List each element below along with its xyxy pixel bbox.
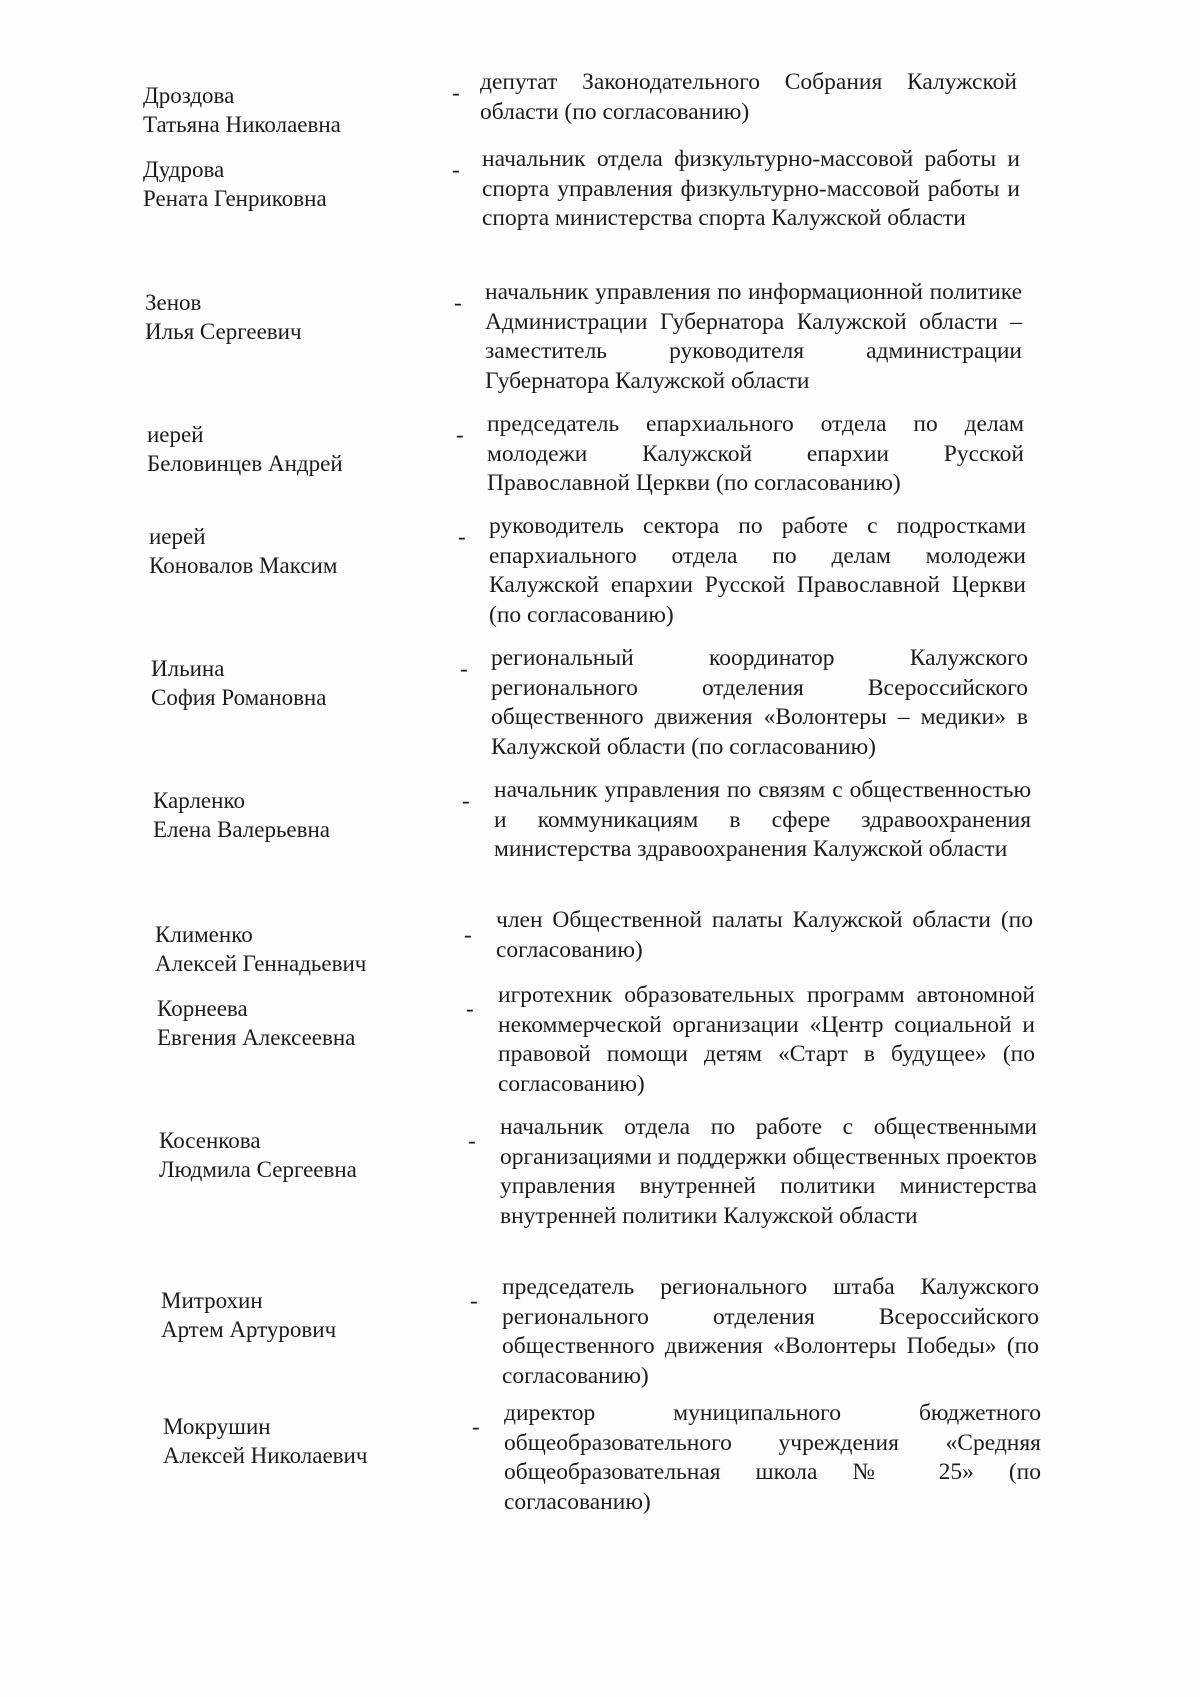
member-role: председатель епархиального отдела по делам молодежи Калужской епархии Русской Православной Церкви (по согласованию) xyxy=(487,411,1024,496)
member-role: начальник отдела физкультурно-массовой работы и спорта управления физкультурно-массовой работы и спорта министерства спорта Калужской области xyxy=(482,146,1020,231)
member-name xyxy=(143,155,473,213)
member-name xyxy=(145,288,475,346)
member-given-name: Коновалов Максим xyxy=(149,553,338,578)
member-given-name: Евгения Алексеевна xyxy=(157,1025,356,1050)
member-role: депутат Законодательного Собрания Калужской области (по согласованию) xyxy=(480,69,1017,125)
separator-dash: - xyxy=(456,422,464,447)
member-role: руководитель сектора по работе с подростками епархиального отдела по делам молодежи Калужской епархии Русской Православной Церкви (по согласованию) xyxy=(489,513,1026,628)
member-given-name: Алексей Геннадьевич xyxy=(155,951,367,976)
member-role: директор муниципального бюджетного общеобразовательного учреждения «Средняя общеобразовательная школа № 25» (по согласованию) xyxy=(504,1400,1041,1515)
member-surname: Зенов xyxy=(145,290,202,315)
member-name xyxy=(143,81,473,139)
member-name xyxy=(155,920,485,978)
member-role: начальник отдела по работе с общественными организациями и поддержки общественных проектов управления внутренней политики министерства внутренней политики Калужской области xyxy=(500,1114,1037,1229)
member-given-name: София Романовна xyxy=(151,685,327,710)
separator-dash: - xyxy=(452,80,460,105)
separator-dash: - xyxy=(468,1128,476,1153)
member-surname: Карленко xyxy=(153,788,245,813)
member-given-name: Алексей Николаевич xyxy=(163,1443,368,1468)
member-surname: иерей xyxy=(149,524,206,549)
separator-dash: - xyxy=(462,788,470,813)
member-given-name: Артем Артурович xyxy=(161,1317,337,1342)
member-name xyxy=(163,1412,493,1470)
member-given-name: Елена Валерьевна xyxy=(153,817,331,842)
member-role: член Общественной палаты Калужской области (по согласованию) xyxy=(496,907,1033,963)
separator-dash: - xyxy=(454,290,462,315)
member-given-name: Рената Генриковна xyxy=(143,186,327,211)
separator-dash: - xyxy=(452,157,460,182)
member-surname: Ильина xyxy=(151,656,225,681)
separator-dash: - xyxy=(466,996,474,1021)
member-given-name: Людмила Сергеевна xyxy=(159,1157,357,1182)
member-name xyxy=(149,522,479,580)
separator-dash: - xyxy=(458,524,466,549)
member-name xyxy=(147,420,477,478)
member-name xyxy=(159,1126,489,1184)
member-role: начальник управления по связям с общественностью и коммуникациям в сфере здравоохранения министерства здравоохранения Калужской области xyxy=(494,777,1031,862)
member-surname: Корнеева xyxy=(157,996,248,1021)
member-surname: Дудрова xyxy=(143,157,225,182)
member-given-name: Татьяна Николаевна xyxy=(143,112,341,137)
member-name xyxy=(157,994,487,1052)
member-surname: Косенкова xyxy=(159,1128,261,1153)
separator-dash: - xyxy=(460,656,468,681)
member-role: игротехник образовательных программ автономной некоммерческой организации «Центр социальной и правовой помощи детям «Старт в будущее» (по согласованию) xyxy=(498,982,1035,1097)
member-surname: Митрохин xyxy=(161,1288,263,1313)
member-surname: иерей xyxy=(147,422,204,447)
member-role: начальник управления по информационной политике Администрации Губернатора Калужской области – заместитель руководителя администрации Губернатора Калужской области xyxy=(485,279,1022,394)
member-surname: Дроздова xyxy=(143,83,235,108)
member-role: председатель регионального штаба Калужского регионального отделения Всероссийского общественного движения «Волонтеры Победы» (по согласованию) xyxy=(502,1274,1039,1389)
separator-dash: - xyxy=(470,1288,478,1313)
member-name xyxy=(151,654,481,712)
member-surname: Клименко xyxy=(155,922,253,947)
member-given-name: Илья Сергеевич xyxy=(145,319,302,344)
member-given-name: Беловинцев Андрей xyxy=(147,451,343,476)
member-name xyxy=(161,1286,491,1344)
member-name xyxy=(153,786,483,844)
member-role: региональный координатор Калужского регионального отделения Всероссийского общественного движения «Волонтеры – медики» в Калужской области (по согласованию) xyxy=(491,645,1028,760)
member-surname: Мокрушин xyxy=(163,1414,271,1439)
separator-dash: - xyxy=(472,1414,480,1439)
separator-dash: - xyxy=(464,922,472,947)
